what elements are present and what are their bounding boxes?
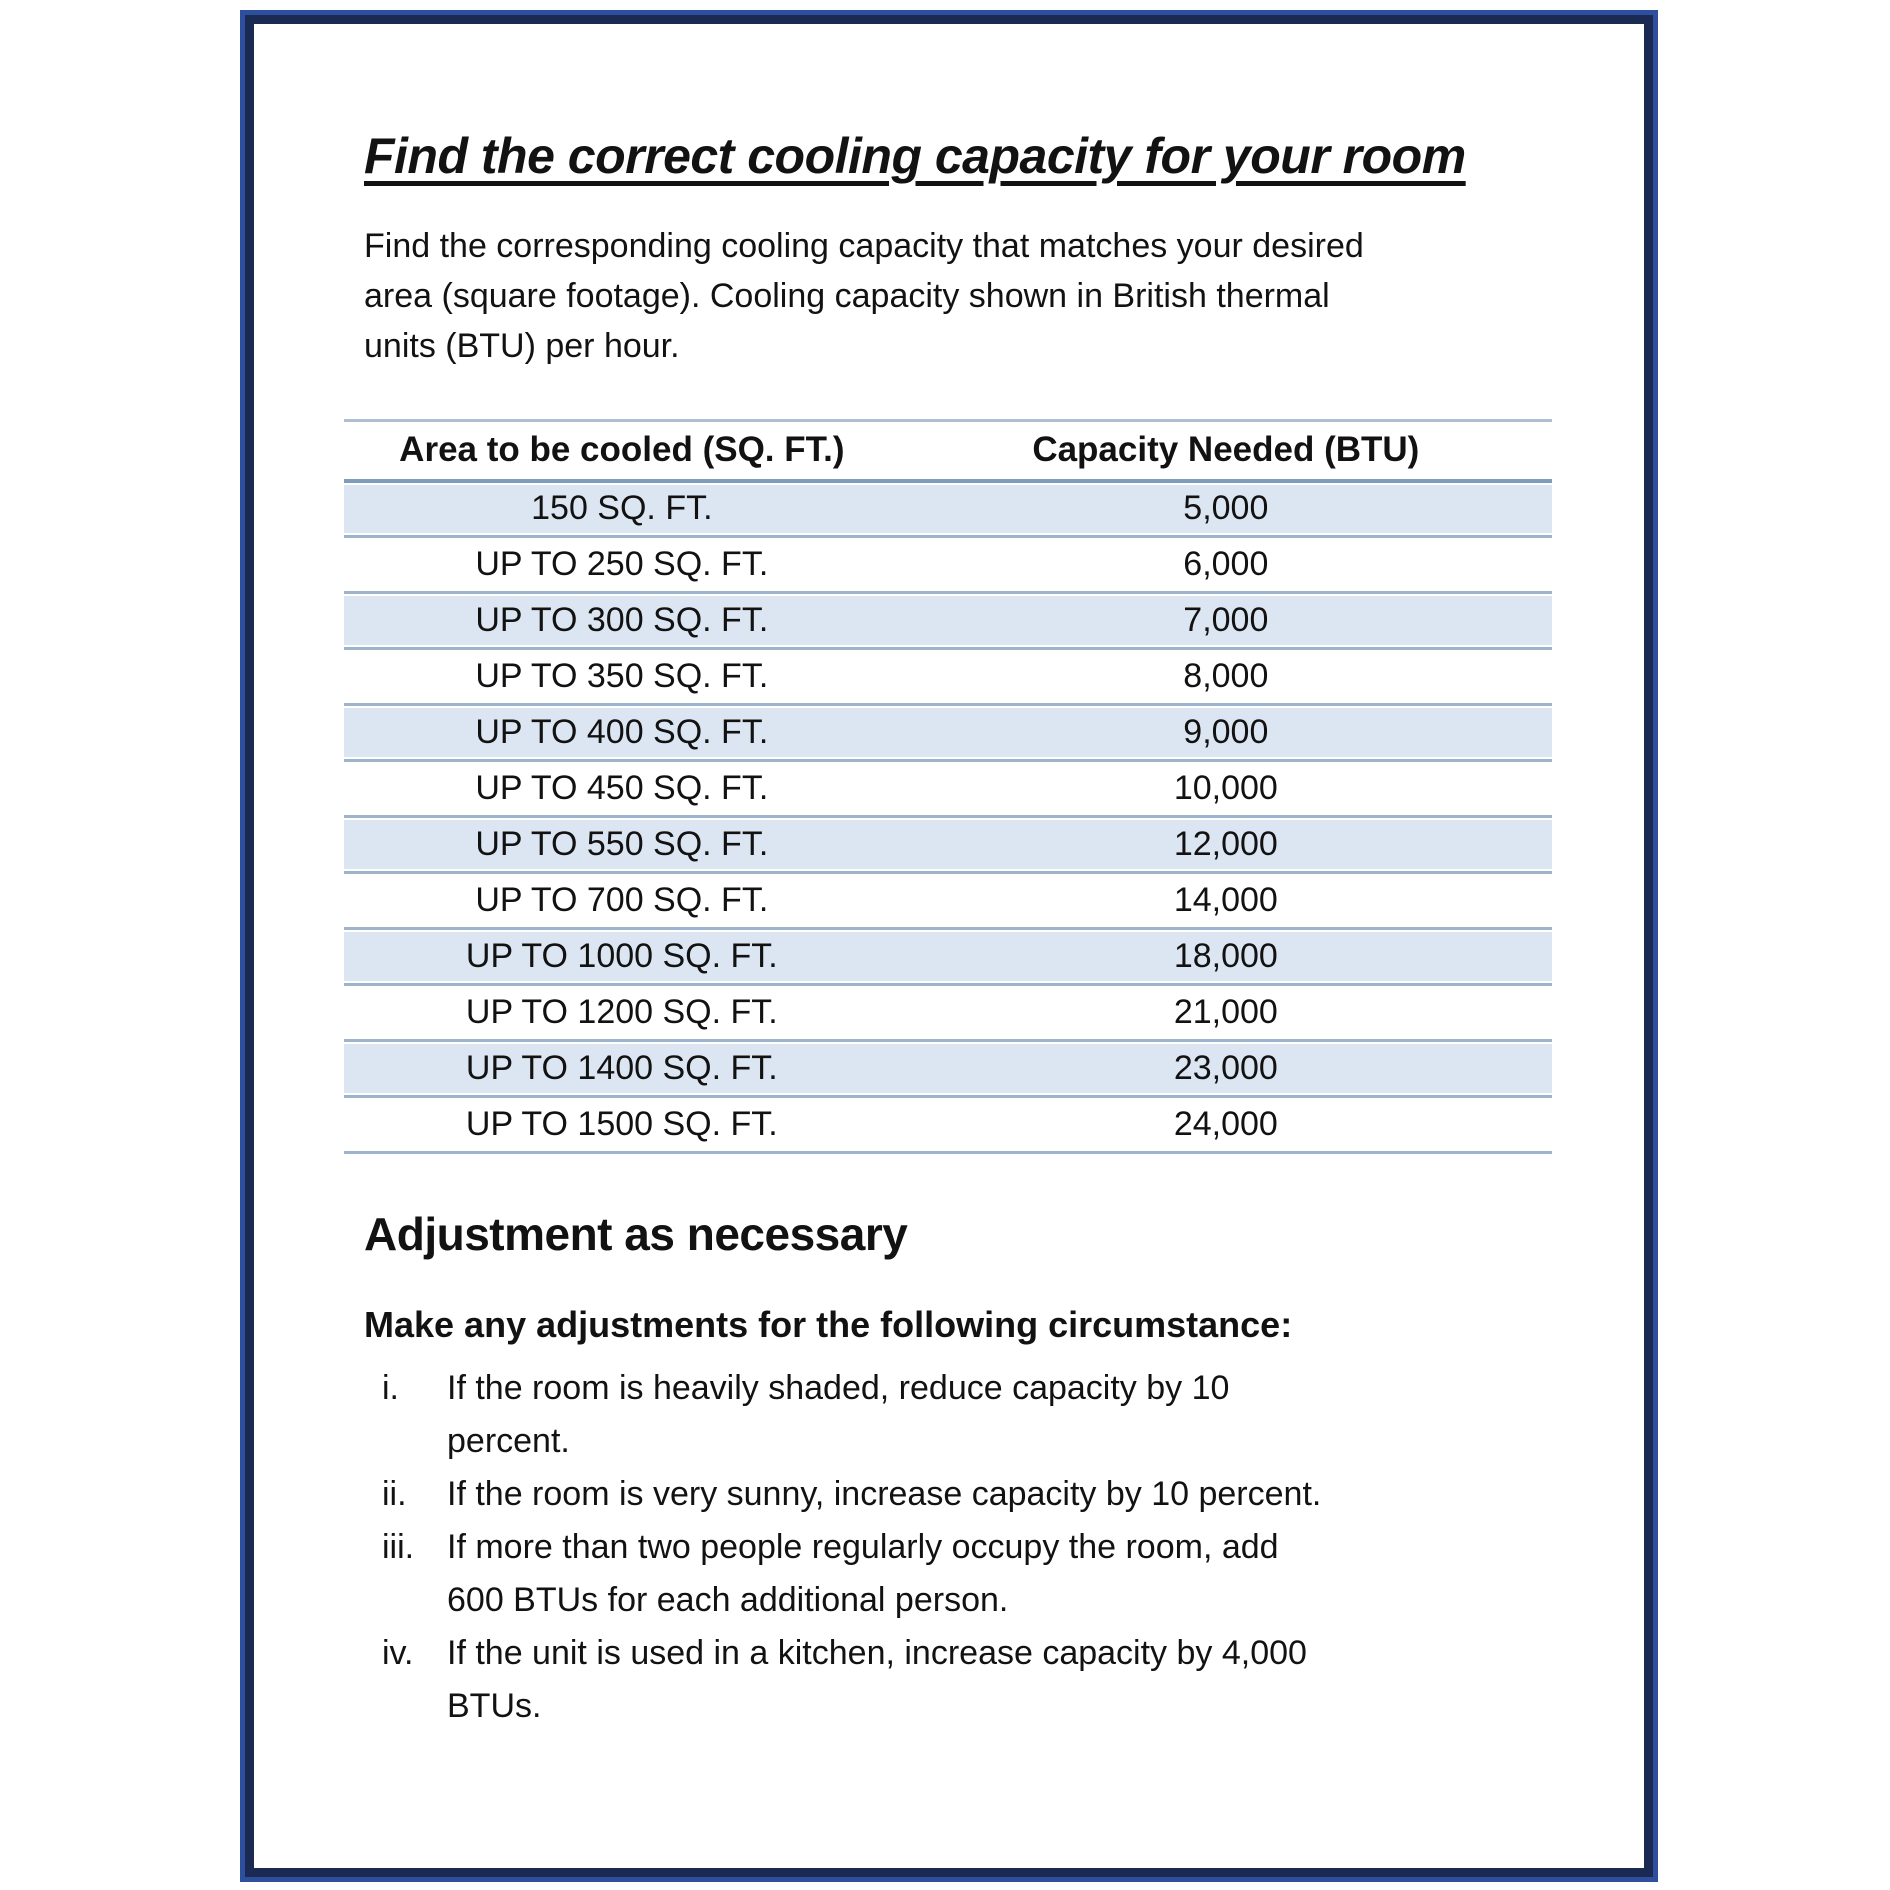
list-item <box>364 1521 1532 1627</box>
table-row <box>344 1041 1552 1097</box>
list-item-line: If the room is heavily shaded, reduce capacity by 10 <box>447 1369 1230 1407</box>
list-item-line: percent. <box>447 1422 570 1460</box>
list-item-text <box>447 1521 1532 1627</box>
table-row <box>344 705 1552 761</box>
capacity-cell: 12,000 <box>900 817 1552 873</box>
adjustments-list <box>364 1362 1532 1733</box>
table-row <box>344 817 1552 873</box>
adjustments-lead: Make any adjustments for the following circumstance: <box>364 1304 1293 1345</box>
area-cell: UP TO 400 SQ. FT. <box>344 705 900 761</box>
intro-line: Find the corresponding cooling capacity that matches your desired <box>364 227 1364 265</box>
table-row <box>344 761 1552 817</box>
table-row <box>344 873 1552 929</box>
capacity-cell: 7,000 <box>900 593 1552 649</box>
area-cell: 150 SQ. FT. <box>344 481 900 537</box>
intro-paragraph <box>364 221 1532 371</box>
list-item-line: If the unit is used in a kitchen, increase capacity by 4,000 <box>447 1634 1307 1672</box>
list-item-numeral: i. <box>382 1369 399 1407</box>
capacity-cell: 10,000 <box>1173 769 1278 807</box>
list-item-numeral: ii. <box>382 1475 407 1513</box>
area-cell: UP TO 250 SQ. FT. <box>475 545 769 583</box>
table-header-row <box>344 421 1552 481</box>
list-item-text <box>447 1468 1532 1521</box>
table-row <box>344 481 1552 537</box>
list-item <box>364 1362 1532 1468</box>
list-item <box>364 1468 1532 1521</box>
capacity-cell: 21,000 <box>1173 993 1278 1031</box>
table-row <box>344 985 1552 1041</box>
capacity-cell: 8,000 <box>1183 657 1269 695</box>
area-cell: UP TO 700 SQ. FT. <box>475 881 769 919</box>
adjustments-heading: Adjustment as necessary <box>364 1208 908 1260</box>
capacity-cell: 14,000 <box>1173 881 1278 919</box>
area-cell: UP TO 450 SQ. FT. <box>475 769 769 807</box>
col-header-capacity: Capacity Needed (BTU) <box>1032 430 1420 470</box>
capacity-cell: 24,000 <box>1173 1105 1278 1143</box>
list-item-numeral: iii. <box>382 1528 415 1566</box>
table-row <box>344 929 1552 985</box>
col-header-area: Area to be cooled (SQ. FT.) <box>399 430 845 470</box>
area-cell: UP TO 550 SQ. FT. <box>344 817 900 873</box>
table-row <box>344 649 1552 705</box>
area-cell: UP TO 350 SQ. FT. <box>475 657 769 695</box>
document-page <box>245 15 1653 1877</box>
list-item-text <box>447 1627 1532 1733</box>
list-item-numeral: iv. <box>382 1634 414 1672</box>
list-item-line: 600 BTUs for each additional person. <box>447 1581 1009 1619</box>
area-cell: UP TO 1200 SQ. FT. <box>465 993 778 1031</box>
capacity-cell: 9,000 <box>900 705 1552 761</box>
list-item-line: BTUs. <box>447 1687 542 1725</box>
table-row <box>344 593 1552 649</box>
table-row <box>344 1097 1552 1153</box>
intro-line: units (BTU) per hour. <box>364 327 680 365</box>
area-cell: UP TO 1500 SQ. FT. <box>465 1105 778 1143</box>
area-cell: UP TO 1000 SQ. FT. <box>344 929 900 985</box>
capacity-cell: 6,000 <box>1183 545 1269 583</box>
table-row <box>344 537 1552 593</box>
list-item-text <box>447 1362 1532 1468</box>
capacity-cell: 18,000 <box>900 929 1552 985</box>
area-cell: UP TO 1400 SQ. FT. <box>344 1041 900 1097</box>
page-border-frame <box>240 10 1658 1882</box>
table-body <box>344 481 1552 1153</box>
page-title-text: Find the correct cooling capacity for your room <box>364 128 1466 184</box>
list-item-line: If more than two people regularly occupy the room, add <box>447 1528 1279 1566</box>
area-cell: UP TO 300 SQ. FT. <box>344 593 900 649</box>
capacity-cell: 23,000 <box>900 1041 1552 1097</box>
list-item-line: If the room is very sunny, increase capacity by 10 percent. <box>447 1475 1322 1513</box>
list-item <box>364 1627 1532 1733</box>
page-title <box>364 127 1532 185</box>
capacity-cell: 5,000 <box>900 481 1552 537</box>
intro-line: area (square footage). Cooling capacity shown in British thermal <box>364 277 1330 315</box>
cooling-capacity-table <box>344 419 1552 1154</box>
